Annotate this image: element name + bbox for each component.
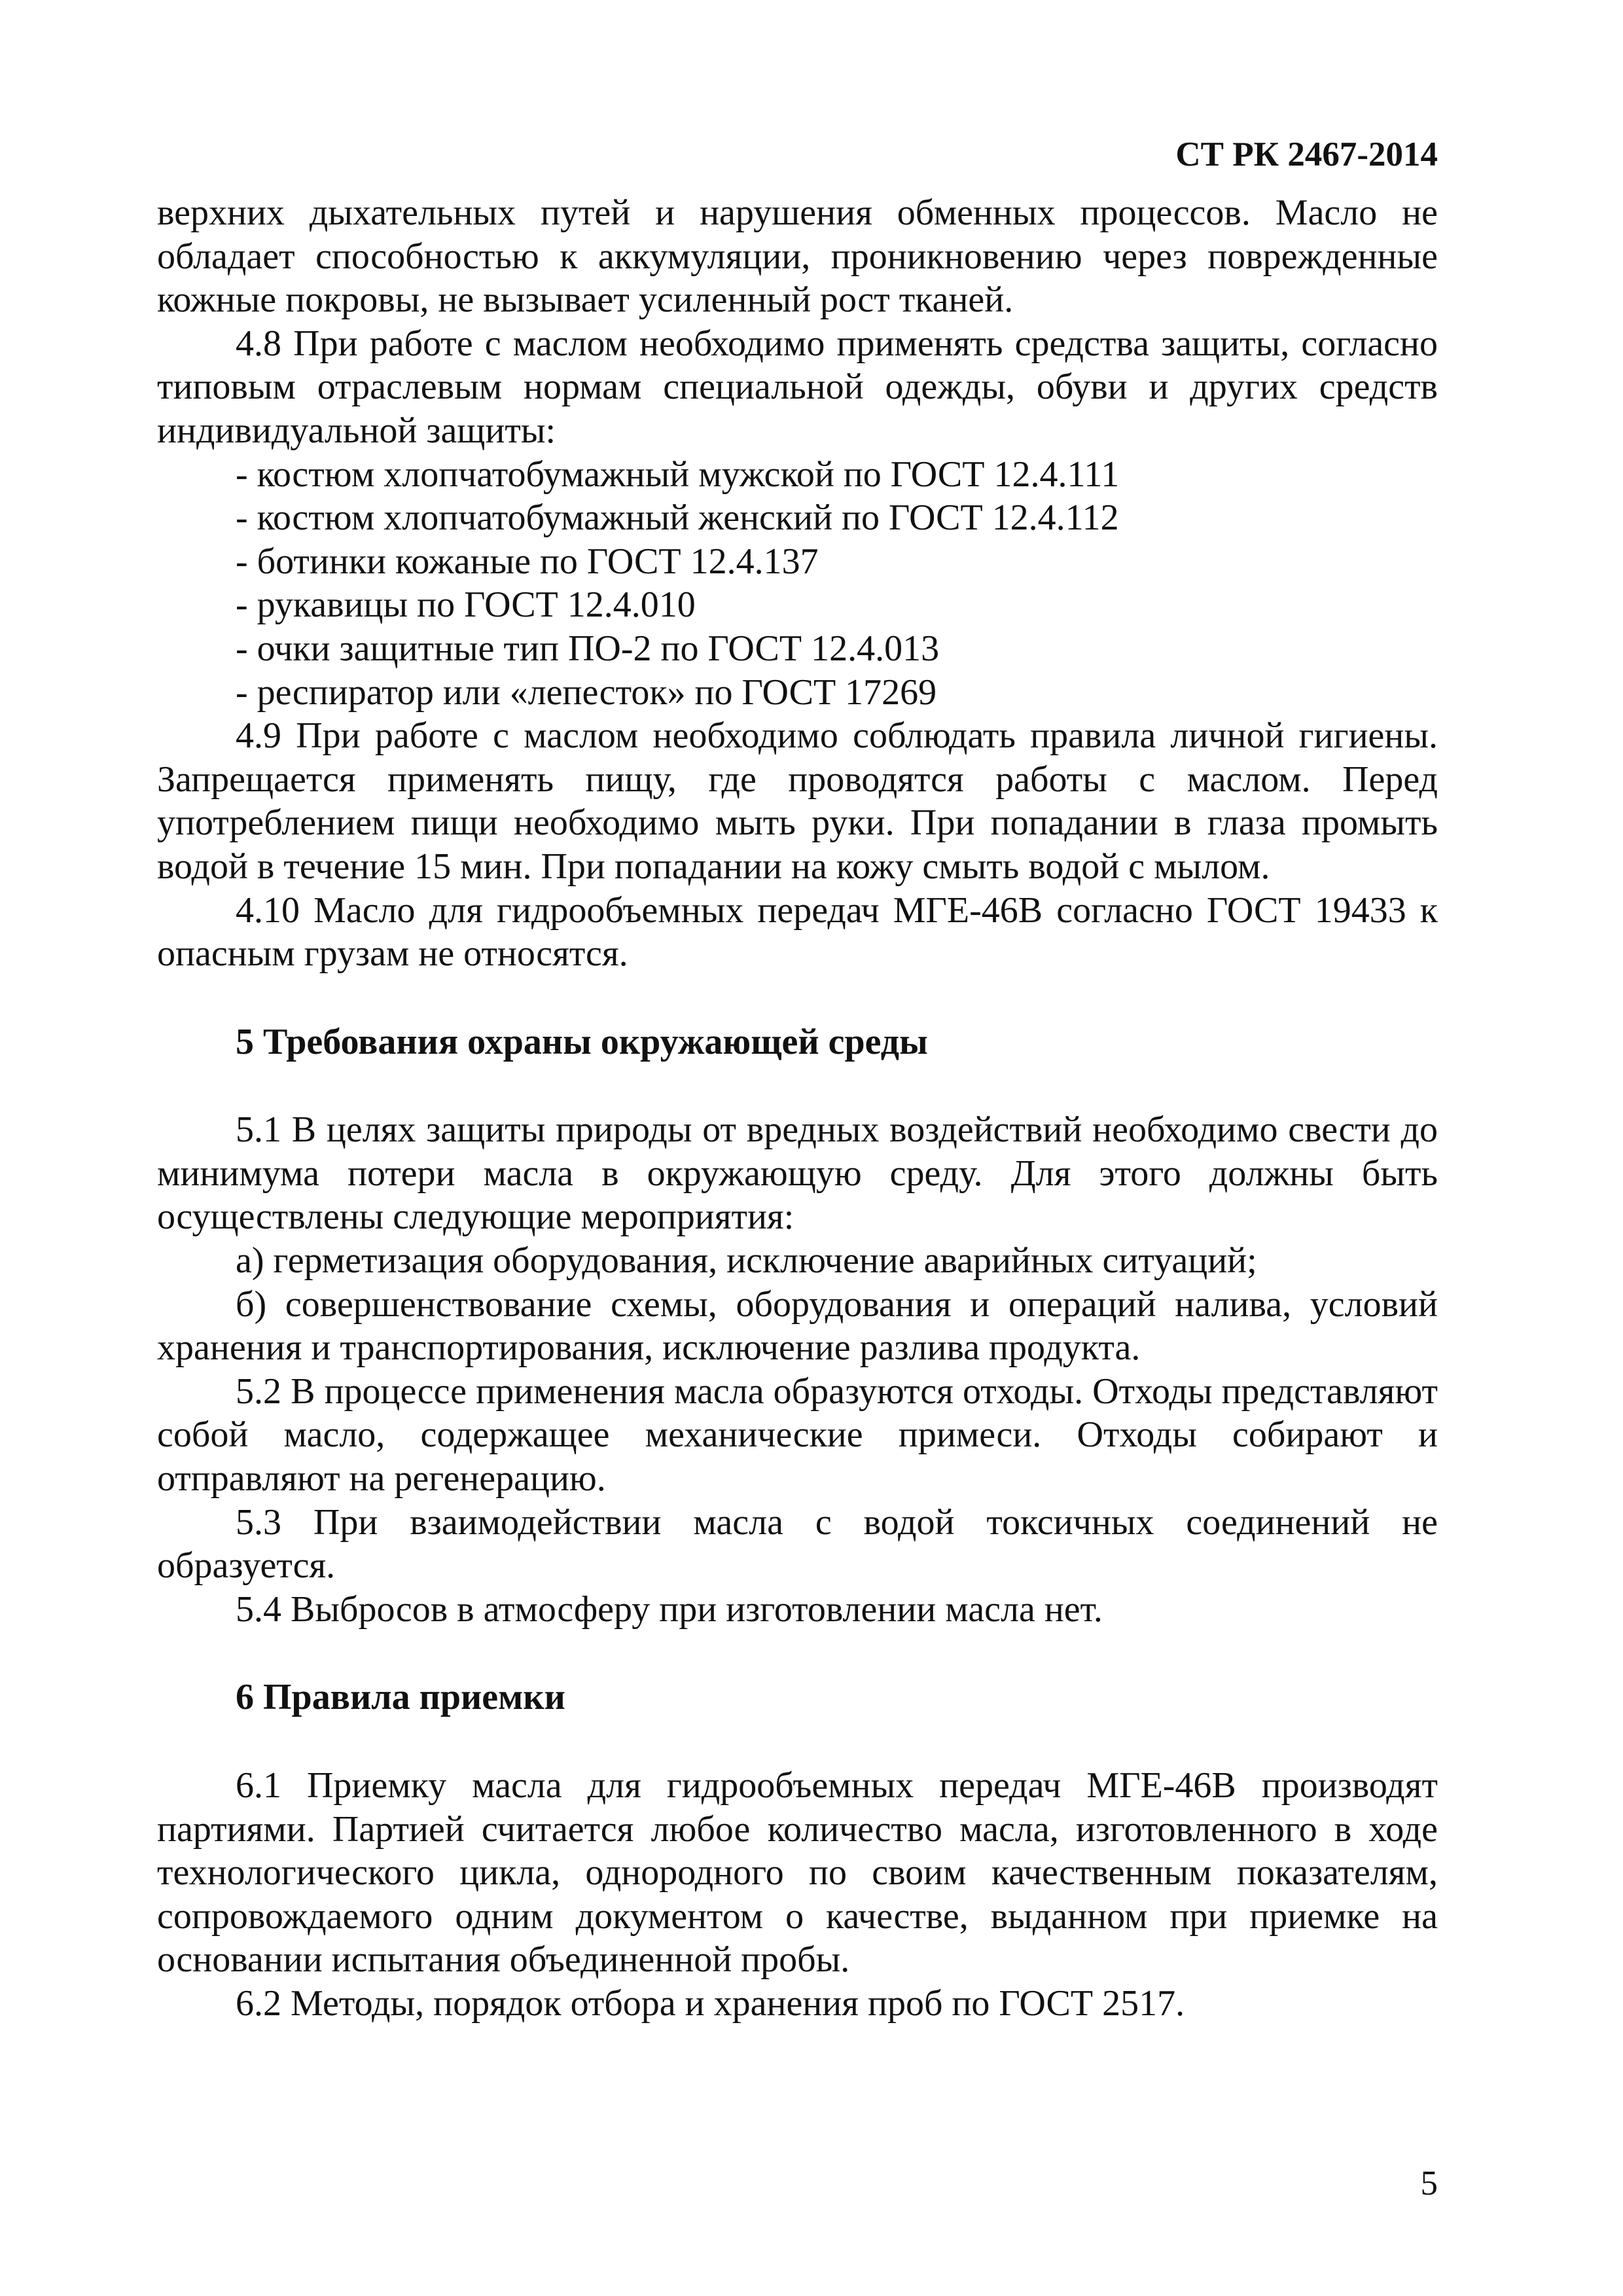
paragraph-6-2: 6.2 Методы, порядок отбора и хранения проб по ГОСТ 2517. bbox=[236, 1982, 1185, 2024]
ppe-list-item: - костюм хлопчатобумажный женский по ГОСТ 12.4.112 bbox=[236, 497, 1119, 539]
section-5-title: 5 Требования охраны окружающей среды bbox=[236, 1021, 928, 1062]
ppe-list-item: - костюм хлопчатобумажный мужской по ГОСТ 12.4.111 bbox=[236, 454, 1120, 495]
measure-b: б) совершенствование схемы, оборудования и операций налива, условий хранения и транспортирования, исключение разлива продукта. bbox=[157, 1283, 1438, 1369]
paragraph-4-8: 4.8 При работе с маслом необходимо применять средства защиты, согласно типовым отраслевым нормам специальной одежды, обуви и других средств индивидуальной защиты: bbox=[157, 323, 1438, 451]
measure-a: а) герметизация оборудования, исключение аварийных ситуаций; bbox=[236, 1240, 1257, 1282]
ppe-list-item: - ботинки кожаные по ГОСТ 12.4.137 bbox=[236, 541, 819, 582]
paragraph-4-10: 4.10 Масло для гидрообъемных передач МГЕ-46В согласно ГОСТ 19433 к опасным грузам не относятся. bbox=[157, 889, 1438, 975]
paragraph-5-3: 5.3 При взаимодействии масла с водой токсичных соединений не образуется. bbox=[157, 1501, 1438, 1587]
paragraph-6-1: 6.1 Приемку масла для гидрообъемных передач МГЕ-46В производят партиями. Партией считается любое количество масла, изготовленного в ходе технологического цикла, однородного по своим качественным показателям, сопровождаемого одним документом о качестве, выданном при приемке на основании испытания объединенной пробы. bbox=[157, 1765, 1438, 1981]
page-number: 5 bbox=[1420, 2164, 1438, 2202]
paragraph-5-4: 5.4 Выбросов в атмосферу при изготовлении масла нет. bbox=[236, 1588, 1103, 1630]
ppe-list-item: - очки защитные тип ПО-2 по ГОСТ 12.4.013 bbox=[236, 628, 940, 669]
paragraph-5-1: 5.1 В целях защиты природы от вредных воздействий необходимо свести до минимума потери масла в окружающую среду. Для этого должны быть осуществлены следующие мероприятия: bbox=[157, 1109, 1438, 1238]
page-header-doc-id: СТ РК 2467-2014 bbox=[1175, 135, 1438, 173]
document-body bbox=[157, 191, 1438, 2026]
paragraph-4-9: 4.9 При работе с маслом необходимо соблюдать правила личной гигиены. Запрещается применять пищу, где проводятся работы с маслом. Перед употреблением пищи необходимо мыть руки. При попадании в глаза промыть водой в течение 15 мин. При попадании на кожу смыть водой с мылом. bbox=[157, 715, 1438, 887]
section-6-title: 6 Правила приемки bbox=[236, 1677, 565, 1718]
ppe-list-item: - рукавицы по ГОСТ 12.4.010 bbox=[236, 584, 696, 626]
paragraph-5-2: 5.2 В процессе применения масла образуются отходы. Отходы представляют собой масло, содержащее механические примеси. Отходы собирают и отправляют на регенерацию. bbox=[157, 1371, 1438, 1499]
paragraph-intro-continuation: верхних дыхательных путей и нарушения обменных процессов. Масло не обладает способностью к аккумуляции, проникновению через поврежденные кожные покровы, не вызывает усиленный рост тканей. bbox=[157, 192, 1438, 321]
ppe-list-item: - респиратор или «лепесток» по ГОСТ 17269 bbox=[236, 672, 937, 713]
